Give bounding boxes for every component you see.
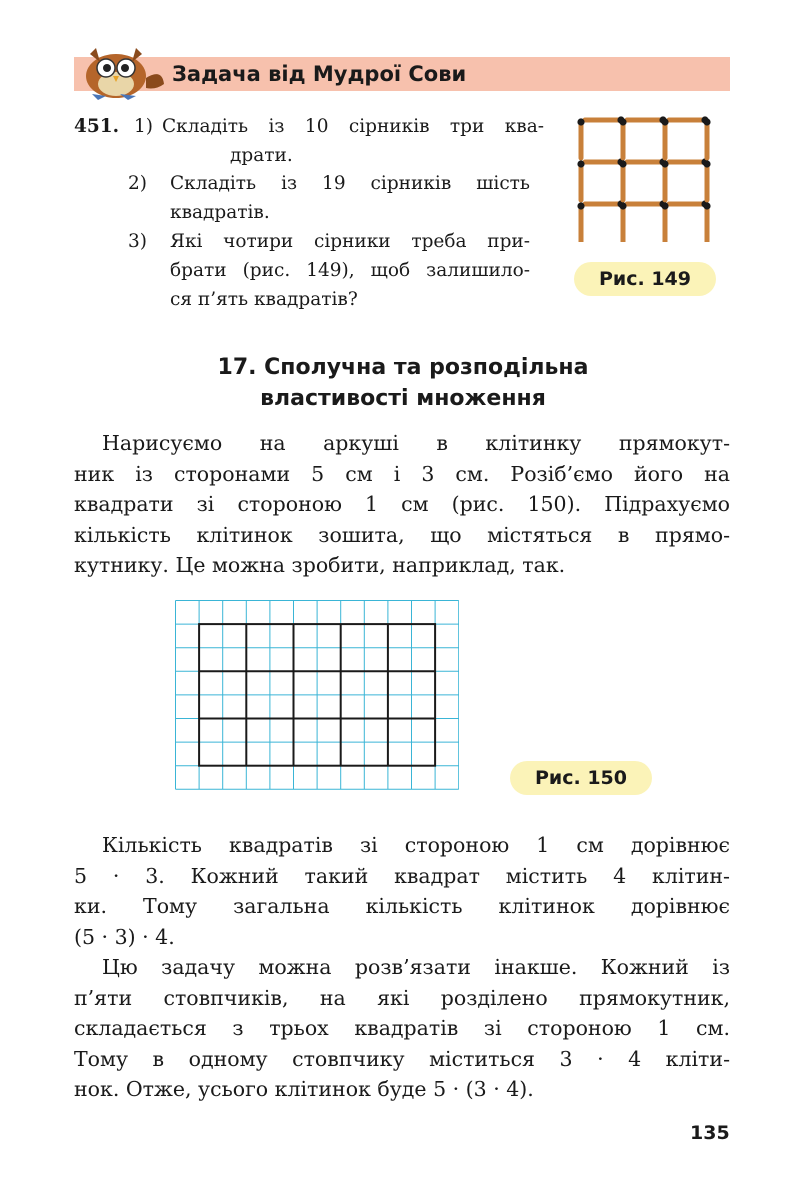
text-line: п’яти стовпчиків, на які розділено прямокутник,	[74, 985, 730, 1010]
match-head	[619, 118, 626, 125]
text-line: нок. Отже, усього клітинок буде 5 · (3 · 4).	[74, 1077, 534, 1101]
text-line: Нарисуємо на аркуші в клітинку прямокут-	[102, 431, 730, 455]
task-item-label: 1)	[134, 116, 153, 137]
text-line: квадрати зі стороною 1 см (рис. 150). Підрахуємо	[74, 492, 730, 516]
text-line: Кількість квадратів зі стороною 1 см дорівнює	[102, 833, 730, 857]
task-item-text: Складіть із 19 сірників шість	[170, 173, 530, 194]
intro-paragraph	[74, 428, 730, 581]
page-number: 135	[690, 1122, 730, 1144]
text-line: складається з трьох квадратів зі стороною 1 см.	[74, 1016, 730, 1040]
owl-illustration	[76, 38, 168, 102]
match-head	[661, 118, 668, 125]
section-title-line: 17. Сполучна та розподільна	[217, 355, 589, 380]
match-head	[577, 118, 584, 125]
text-line: (5 · 3) · 4.	[74, 924, 175, 949]
match-head	[661, 202, 668, 209]
text-line: ки. Тому загальна кількість клітинок дорівнює	[74, 894, 730, 918]
figure-149-caption: Рис. 149	[574, 262, 716, 296]
text-line: кількість клітинок зошита, що містяться в прямо-	[74, 522, 730, 547]
text-line: 5 · 3. Кожний такий квадрат містить 4 клітин-	[74, 863, 730, 888]
match-head	[703, 160, 710, 167]
match-head	[577, 160, 584, 167]
match-head	[703, 202, 710, 209]
figure-150-caption: Рис. 150	[510, 761, 652, 795]
task-item-label: 3)	[128, 231, 147, 252]
match-head	[619, 202, 626, 209]
task-item-text: Які чотири сірники треба при-	[170, 231, 530, 252]
task-item-text: драти.	[230, 145, 293, 166]
matchstick-figure	[575, 112, 715, 242]
section-title	[150, 352, 656, 414]
match-head	[619, 160, 626, 167]
task-item-text: Складіть із 10 сірників три ква-	[162, 116, 544, 137]
text-line: ник із сторонами 5 см і 3 см. Розіб’ємо його на	[74, 461, 730, 486]
match-head	[661, 160, 668, 167]
text-line: Цю задачу можна розв’язати інакше. Кожний із	[102, 955, 730, 979]
text-line: кутнику. Це можна зробити, наприклад, так.	[74, 553, 566, 577]
section-title-line: властивості множення	[260, 386, 546, 411]
task-number: 451.	[74, 116, 120, 137]
task-item-text: квадратів.	[170, 202, 270, 223]
match-head	[577, 202, 584, 209]
task-item-text: ся п’ять квадратів?	[170, 289, 358, 310]
task-item-text: брати (рис. 149), щоб залишило-	[170, 260, 530, 281]
task-item-label: 2)	[128, 173, 147, 194]
paragraph-3	[74, 952, 730, 1105]
grid-figure	[175, 600, 459, 790]
text-line: Тому в одному стовпчику міститься 3 · 4 кліти-	[74, 1046, 730, 1071]
match-head	[703, 118, 710, 125]
paragraph-2	[74, 830, 730, 952]
banner-title: Задача від Мудрої Сови	[172, 62, 467, 86]
